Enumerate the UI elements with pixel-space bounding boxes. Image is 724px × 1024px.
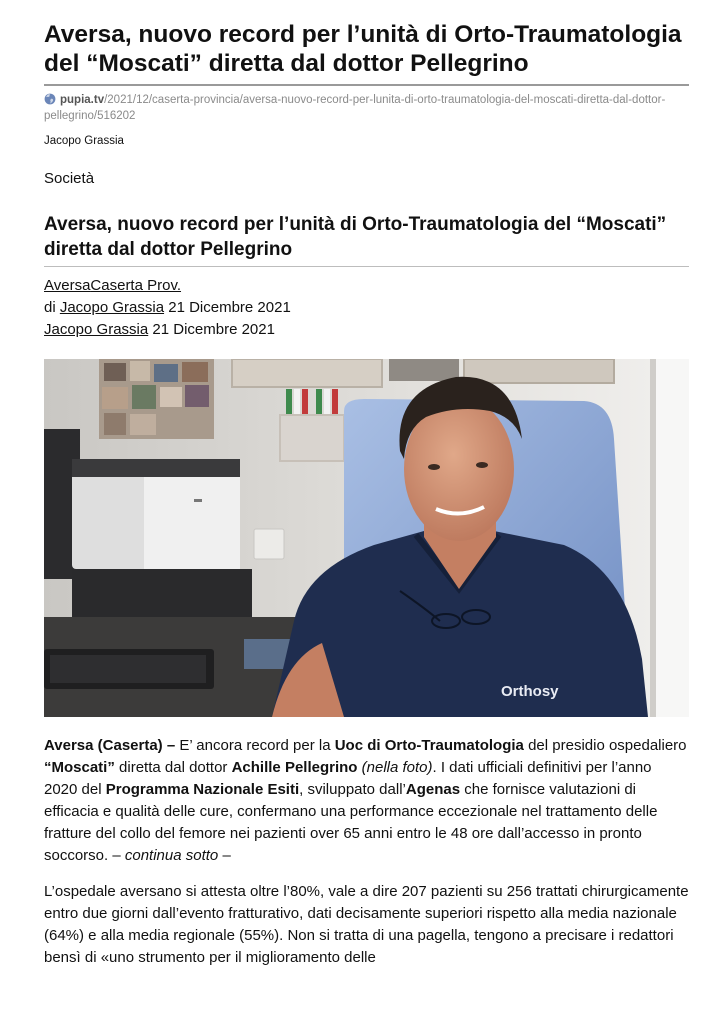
article-byline bbox=[44, 298, 291, 318]
text-run: . I dati ufficiali definitivi per l’anno 2020 del bbox=[44, 759, 652, 798]
italic-run: (nella foto) bbox=[361, 759, 433, 776]
article-paragraph-2: L’ospedale aversano si attesta oltre l’80%, vale a dire 207 pazienti su 256 trattati chirurgicamente entro due giorni dall’evento fratturativo, dati decisamente superiori rispetto alla media nazionale (64%) e alla media regionale (55%). Non si tratta di una pagella, tengono a precisare i redattori bensì di «uno strumento per il miglioramento delle bbox=[44, 883, 689, 966]
category-link-aversa[interactable]: Aversa bbox=[44, 277, 91, 294]
scrub-logo: Orthosy bbox=[501, 683, 559, 700]
source-domain[interactable]: pupia.tv bbox=[60, 94, 105, 106]
text-run: E’ ancora record per la bbox=[175, 737, 335, 754]
source-path[interactable]: /2021/12/caserta-provincia/aversa-nuovo-record-per-lunita-di-orto-traumatologia-del-moscati-diretta-dal-dottor-pellegrino/516202 bbox=[44, 94, 666, 122]
text-run: del presidio ospedaliero bbox=[523, 737, 687, 754]
publish-date: 21 Dicembre 2021 bbox=[164, 299, 291, 316]
bold-run: Uoc di Orto-Traumatologia bbox=[334, 737, 524, 754]
author-link[interactable]: Jacopo Grassia bbox=[59, 299, 165, 316]
title-divider bbox=[44, 84, 689, 86]
bold-run: Agenas bbox=[405, 781, 461, 798]
text-run: diretta dal dottor bbox=[114, 759, 232, 776]
source-url[interactable] bbox=[44, 92, 689, 124]
continua-sotto: continua sotto bbox=[124, 847, 219, 864]
globe-icon bbox=[44, 93, 56, 105]
text-run: che fornisce valutazioni di efficacia e qualità delle cure, confermano una performance eccezionale nel trattamento delle fratture del collo del femore nei pazienti over 65 anni entro le 48 ore dall’accesso in pronto soccorso. – bbox=[44, 781, 658, 864]
text-run: , sviluppato dall’ bbox=[299, 781, 406, 798]
by-prefix: di bbox=[44, 299, 60, 316]
article-byline-repeat bbox=[44, 320, 275, 340]
lead-location: Aversa (Caserta) – bbox=[44, 737, 176, 754]
bold-run: Achille Pellegrino bbox=[231, 759, 358, 776]
document-title: Aversa, nuovo record per l’unità di Orto-Traumatologia del “Moscati” diretta dal dottor Pellegrino bbox=[44, 21, 682, 77]
article-paragraph-1 bbox=[44, 735, 689, 867]
document-byline: Jacopo Grassia bbox=[44, 135, 124, 147]
section-label: Società bbox=[44, 170, 95, 187]
category-link-caserta[interactable]: Caserta Prov. bbox=[90, 277, 182, 294]
article-title-divider bbox=[44, 266, 689, 267]
article-title: Aversa, nuovo record per l’unità di Orto-Traumatologia del “Moscati” diretta dal dottor Pellegrino bbox=[44, 214, 667, 260]
author-link-2[interactable]: Jacopo Grassia bbox=[44, 321, 149, 338]
publish-date-2: 21 Dicembre 2021 bbox=[148, 321, 275, 338]
bold-run: Programma Nazionale Esiti bbox=[105, 781, 300, 798]
article-photo bbox=[44, 359, 689, 717]
text-run: – bbox=[218, 847, 231, 864]
bold-run: “Moscati” bbox=[44, 759, 115, 776]
article-categories bbox=[44, 276, 181, 296]
